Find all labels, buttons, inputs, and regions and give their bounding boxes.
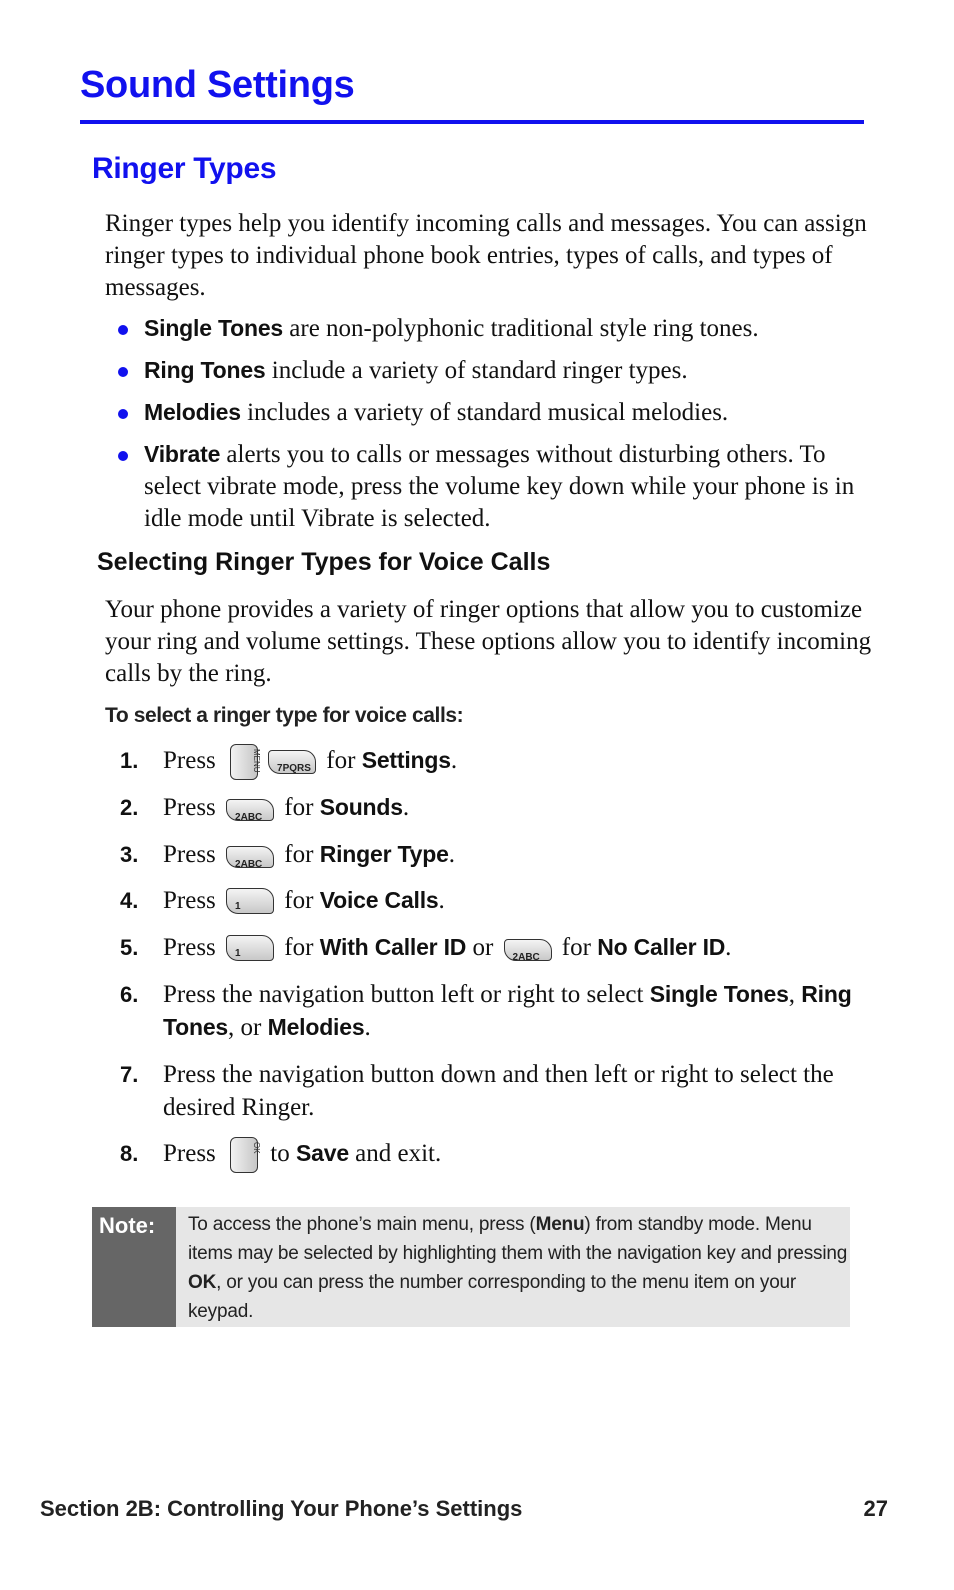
bullet-text: includes a variety of standard musical melodies. <box>240 399 729 426</box>
step-number: 5. <box>120 935 139 960</box>
step-for-text: for <box>284 794 314 821</box>
step-press-text: Press <box>163 934 216 961</box>
bullet-text: include a variety of standard ringer types. <box>265 357 688 384</box>
procedure-heading: To select a ringer type for voice calls: <box>105 704 464 727</box>
note-text-part: ) from standby mode. Menu items may be selected by highlighting them with the navigation key and pressing <box>188 1214 848 1264</box>
bullet-text: alerts you to calls or messages without disturbing others. To select vibrate mode, press the volume key down while your phone is in idle mode until Vibrate is selected. <box>144 441 855 532</box>
list-item <box>105 354 875 387</box>
step-press-text: Press <box>163 1140 216 1167</box>
step-text: and exit. <box>348 1140 442 1167</box>
key-7-icon <box>268 750 316 774</box>
key-label: 7PQRS <box>277 763 311 774</box>
step-sep: , <box>788 981 795 1008</box>
list-item <box>105 312 875 345</box>
step-number: 2. <box>120 795 139 820</box>
step-end: . <box>450 747 458 774</box>
page-number: 27 <box>863 1496 888 1521</box>
section-heading: Ringer Types <box>92 152 277 185</box>
key-label: 2ABC <box>512 952 540 963</box>
ok-key-icon <box>230 1137 262 1173</box>
step-number: 8. <box>120 1141 139 1166</box>
title-divider <box>80 120 864 124</box>
step-target: Settings <box>361 747 451 773</box>
step-end: . <box>402 794 410 821</box>
bullet-icon <box>118 409 128 419</box>
bullet-icon <box>118 451 128 461</box>
key-label: 1 <box>235 948 241 959</box>
list-item <box>105 396 875 429</box>
step-text: Press the navigation button left or right to select <box>163 981 650 1008</box>
key-1-icon <box>226 935 274 961</box>
note-text-part: , or you can press the number corresponding to the menu item on your keypad. <box>188 1272 797 1322</box>
bullet-term: Melodies <box>144 399 241 425</box>
key-label: MENU <box>252 749 262 773</box>
step-text: Press the navigation button down and then left or right to select the desired Ringer. <box>163 1061 834 1121</box>
step-target: Sounds <box>319 794 403 820</box>
bullet-icon <box>118 367 128 377</box>
subheading: Selecting Ringer Types for Voice Calls <box>97 548 551 576</box>
step-target: Single Tones <box>649 981 789 1007</box>
key-label: 1 <box>235 901 241 912</box>
bullet-term: Ring Tones <box>144 357 266 383</box>
step-for-text: for <box>326 747 356 774</box>
ringer-types-list <box>105 312 875 544</box>
step-to-text: to <box>270 1140 290 1167</box>
step-press-text: Press <box>163 794 216 821</box>
step-target: No Caller ID <box>597 934 726 960</box>
note-text <box>188 1210 848 1326</box>
step-end: . <box>448 841 455 868</box>
step-for-text: for <box>284 841 314 868</box>
step-target: Ringer Type <box>319 841 449 867</box>
step-number: 7. <box>120 1062 139 1087</box>
note-text-part: To access the phone’s main menu, press ( <box>188 1214 536 1235</box>
bullet-icon <box>118 325 128 335</box>
key-2-icon <box>226 799 274 821</box>
step-press-text: Press <box>163 747 216 774</box>
bullet-term: Single Tones <box>144 315 284 341</box>
step-target: Melodies <box>267 1014 365 1040</box>
step-for-text: for <box>284 887 314 914</box>
step-end: . <box>364 1014 371 1041</box>
key-label: OK <box>252 1142 262 1154</box>
intro-paragraph: Ringer types help you identify incoming calls and messages. You can assign ringer types to individual phone book entries, types of calls, and types of messages. <box>105 210 867 301</box>
step-target: Voice Calls <box>319 887 439 913</box>
key-label: 2ABC <box>235 859 263 870</box>
menu-key-icon <box>230 744 262 780</box>
step-target: Ring Tones <box>163 981 852 1040</box>
step-end: . <box>725 934 732 961</box>
list-item <box>105 438 875 535</box>
sub-intro-paragraph: Your phone provides a variety of ringer options that allow you to customize your ring and volume settings. These options allow you to identify incoming calls by the ring. <box>105 596 872 687</box>
step-for-text: for <box>561 934 591 961</box>
key-2-icon <box>226 846 274 868</box>
note-bold-term: OK <box>188 1272 217 1293</box>
note-bold-term: Menu <box>535 1214 585 1235</box>
step-for-text: for <box>284 934 314 961</box>
key-label: 2ABC <box>235 812 263 823</box>
key-1-icon <box>226 888 274 914</box>
step-number: 3. <box>120 842 139 867</box>
page-title: Sound Settings <box>80 64 355 106</box>
bullet-term: Vibrate <box>144 441 221 467</box>
step-number: 6. <box>120 982 139 1007</box>
step-or-text: or <box>472 934 494 961</box>
footer-section-title: Section 2B: Controlling Your Phone’s Settings <box>40 1496 523 1521</box>
bullet-text: are non-polyphonic traditional style ring tones. <box>283 315 759 342</box>
step-press-text: Press <box>163 841 216 868</box>
note-box <box>92 1207 850 1327</box>
step-number: 1. <box>120 748 139 773</box>
step-target: With Caller ID <box>319 934 467 960</box>
step-target: Save <box>296 1140 349 1166</box>
step-sep: , or <box>228 1014 268 1041</box>
key-2-icon <box>504 939 552 961</box>
step-press-text: Press <box>163 887 216 914</box>
step-number: 4. <box>120 888 139 913</box>
step-end: . <box>438 887 445 914</box>
note-label: Note: <box>92 1207 176 1327</box>
